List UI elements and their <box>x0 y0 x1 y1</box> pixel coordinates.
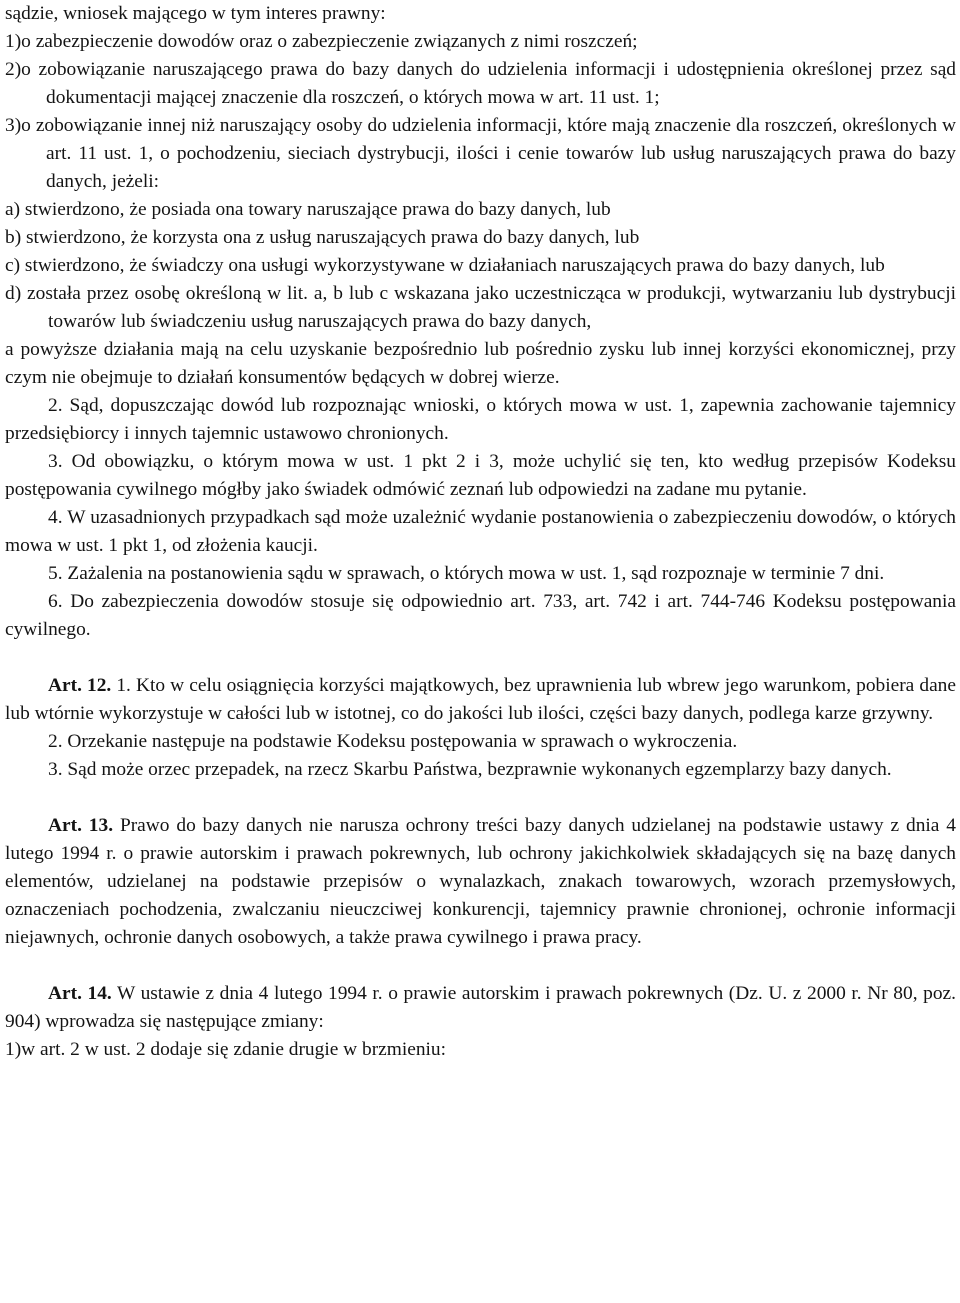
point-2: 2)o zobowiązanie naruszającego prawa do bazy danych do udzielenia informacji i udostępnienia określonej przez sąd dokumentacji mającej znaczenie dla roszczeń, o których mowa w art. 11 ust. 1; <box>5 59 956 108</box>
ustep-4: 4. W uzasadnionych przypadkach sąd może uzależnić wydanie postanowienia o zabezpieczeniu dowodów, o których mowa w ust. 1 pkt 1, od złożenia kaucji. <box>5 507 956 556</box>
spacer <box>5 784 956 812</box>
art-13: Art. 13. Prawo do bazy danych nie narusza ochrony treści bazy danych udzielanej na podstawie ustawy z dnia 4 lutego 1994 r. o prawie autorskim i prawach pokrewnych, lub ochrony jakichkolwiek składających się na bazę danych elementów, udzielanej na podstawie przepisów o wynalazkach, znakach towarowych, wzorach przemysłowych, oznaczeniach pochodzenia, zwalczaniu nieuczciwej konkurencji, tajemnicy prawnie chronionej, ochronie informacji niejawnych, ochronie danych osobowych, a także prawa cywilnego i prawa pracy. <box>5 815 956 948</box>
art-12-ust-2: 2. Orzekanie następuje na podstawie Kodeksu postępowania w sprawach o wykroczenia. <box>48 731 738 752</box>
letter-a: a) stwierdzono, że posiada ona towary naruszające prawa do bazy danych, lub <box>5 199 611 220</box>
letter-d: d) została przez osobę określoną w lit. a, b lub c wskazana jako uczestnicząca w produkcji, wytwarzaniu lub dystrybucji towarów lub świadczeniu usług naruszających prawa do bazy danych, <box>5 283 956 332</box>
ustep-6: 6. Do zabezpieczenia dowodów stosuje się odpowiednio art. 733, art. 742 i art. 744-746 Kodeksu postępowania cywilnego. <box>5 591 956 640</box>
art-12-ust-3: 3. Sąd może orzec przepadek, na rzecz Skarbu Państwa, bezprawnie wykonanych egzemplarzy bazy danych. <box>48 759 892 780</box>
ustep-2: 2. Sąd, dopuszczając dowód lub rozpoznając wnioski, o których mowa w ust. 1, zapewnia zachowanie tajemnicy przedsiębiorcy i innych tajemnic ustawowo chronionych. <box>5 395 956 444</box>
art-12-heading: Art. 12. <box>48 675 112 696</box>
paragraph-after-list: a powyższe działania mają na celu uzyskanie bezpośrednio lub pośrednio zysku lub innej korzyści ekonomicznej, przy czym nie obejmuje to działań konsumentów będących w dobrej wierze. <box>5 339 956 388</box>
spacer <box>5 644 956 672</box>
point-3: 3)o zobowiązanie innej niż naruszający osoby do udzielenia informacji, które mają znaczenie dla roszczeń, określonych w art. 11 ust. 1, o pochodzeniu, sieciach dystrybucji, ilości i cenie towarów lub usług naruszających prawa do bazy danych, jeżeli: <box>5 115 956 192</box>
art-12-ust-1: Art. 12. 1. Kto w celu osiągnięcia korzyści majątkowych, bez uprawnienia lub wbrew jego warunkom, pobiera dane lub wtórnie wykorzystuje w całości lub w istotnej, co do jakości lub ilości, części bazy danych, podlega karze grzywny. <box>5 675 956 724</box>
ustep-3: 3. Od obowiązku, o którym mowa w ust. 1 pkt 2 i 3, może uchylić się ten, kto według przepisów Kodeksu postępowania cywilnego mógłby jako świadek odmówić zeznań lub odpowiedzi na zadane mu pytanie. <box>5 451 956 500</box>
art-14: Art. 14. W ustawie z dnia 4 lutego 1994 r. o prawie autorskim i prawach pokrewnych (Dz. U. z 2000 r. Nr 80, poz. 904) wprowadza się następujące zmiany: <box>5 983 956 1032</box>
ustep-5: 5. Zażalenia na postanowienia sądu w sprawach, o których mowa w ust. 1, sąd rozpoznaje w terminie 7 dni. <box>48 563 885 584</box>
letter-b: b) stwierdzono, że korzysta ona z usług naruszających prawa do bazy danych, lub <box>5 227 640 248</box>
intro-line: sądzie, wniosek mającego w tym interes prawny: <box>5 3 386 24</box>
art-13-heading: Art. 13. <box>48 815 114 836</box>
art-14-point-1: 1)w art. 2 w ust. 2 dodaje się zdanie drugie w brzmieniu: <box>5 1039 447 1060</box>
letter-c: c) stwierdzono, że świadczy ona usługi wykorzystywane w działaniach naruszających prawa do bazy danych, lub <box>5 255 885 276</box>
art-14-heading: Art. 14. <box>48 983 112 1004</box>
point-1: 1)o zabezpieczenie dowodów oraz o zabezpieczenie związanych z nimi roszczeń; <box>5 31 638 52</box>
spacer <box>5 952 956 980</box>
